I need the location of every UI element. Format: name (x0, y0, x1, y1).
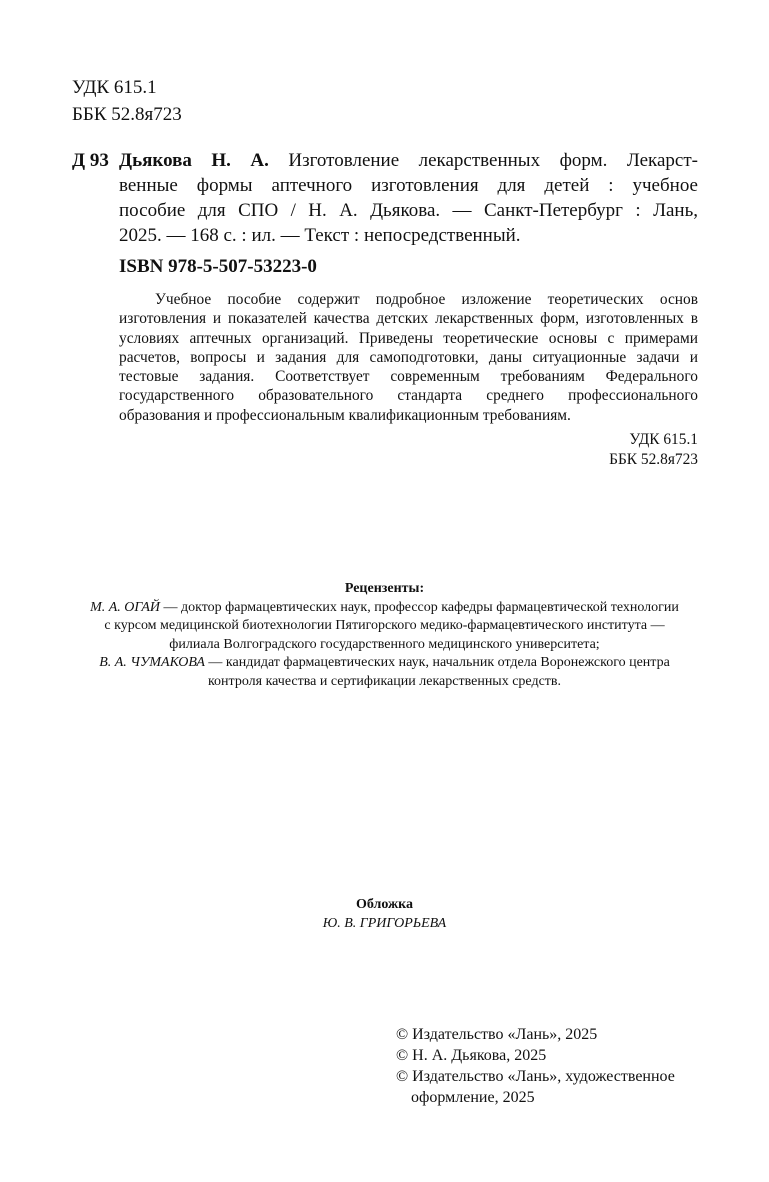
copyright-block (396, 1024, 716, 1108)
biblio-line (119, 148, 698, 173)
udk-code-right: УДК 615.1 (629, 431, 698, 448)
isbn: ISBN 978-5-507-53223-0 (119, 256, 317, 277)
annotation-text: Учебное пособие содержит подробное изложение теоретических основ изготовления и показателей качества детских лекарственных форм, изготовленных в условиях аптечных организаций. Приведены теоретические основы с примерами расчетов, вопросы и задания для самоподготовки, даны ситуационные задачи и тестовые задания. Соответствует современным требованиям Федерального государственного образовательного стандарта среднего профессионального образования и профессиональным квалификационным требованиям. (119, 291, 698, 424)
bbk-code-right: ББК 52.8я723 (609, 451, 698, 468)
biblio-line: венные формы аптечного изготовления для детей : учебное (119, 175, 698, 196)
classification-codes-right (560, 430, 698, 470)
copyright-line: оформление, 2025 (411, 1089, 535, 1106)
reviewer-line: контроля качества и сертификации лекарственных средств. (207, 673, 562, 689)
author-name: Дьякова Н. А. (119, 150, 269, 171)
catalog-code: Д 93 (72, 150, 109, 171)
udk-code: УДК 615.1 (72, 77, 157, 98)
reviewer-line: филиала Волгоградского государственного медицинского университета; (169, 636, 600, 652)
title-start: Изготовление лекарственных форм. Лекарст- (268, 150, 698, 171)
copyright-line: © Издательство «Лань», 2025 (396, 1026, 598, 1043)
copyright-line: © Издательство «Лань», художественное (396, 1068, 675, 1085)
biblio-line: пособие для СПО / Н. А. Дьякова. — Санкт-Петербург : Лань, (119, 200, 698, 221)
cover-credit (180, 895, 589, 933)
reviewer-line: с курсом медицинской биотехнологии Пятигорского медико-фармацевтического института — (104, 618, 665, 633)
bbk-code: ББК 52.8я723 (72, 104, 182, 125)
reviewer-name: В. А. ЧУМАКОВА (99, 655, 205, 670)
copyright-line: © Н. А. Дьякова, 2025 (396, 1047, 547, 1064)
reviewers-heading: Рецензенты: (344, 581, 425, 596)
reviewer-name: М. А. ОГАЙ (90, 599, 160, 615)
reviewer-line (40, 599, 729, 618)
reviewer-desc: — доктор фармацевтических наук, профессор кафедры фармацевтической технологии (160, 599, 679, 615)
bibliographic-description (119, 148, 698, 248)
classification-codes (72, 74, 182, 128)
reviewer-line (40, 654, 729, 673)
cover-heading: Обложка (355, 897, 414, 912)
reviewers-block (40, 580, 729, 691)
biblio-line: 2025. — 168 с. : ил. — Текст : непосредственный. (119, 225, 521, 246)
reviewer-desc: — кандидат фармацевтических наук, начальник отдела Воронежского центра (204, 655, 670, 670)
cover-designer: Ю. В. ГРИГОРЬЕВА (322, 916, 447, 931)
